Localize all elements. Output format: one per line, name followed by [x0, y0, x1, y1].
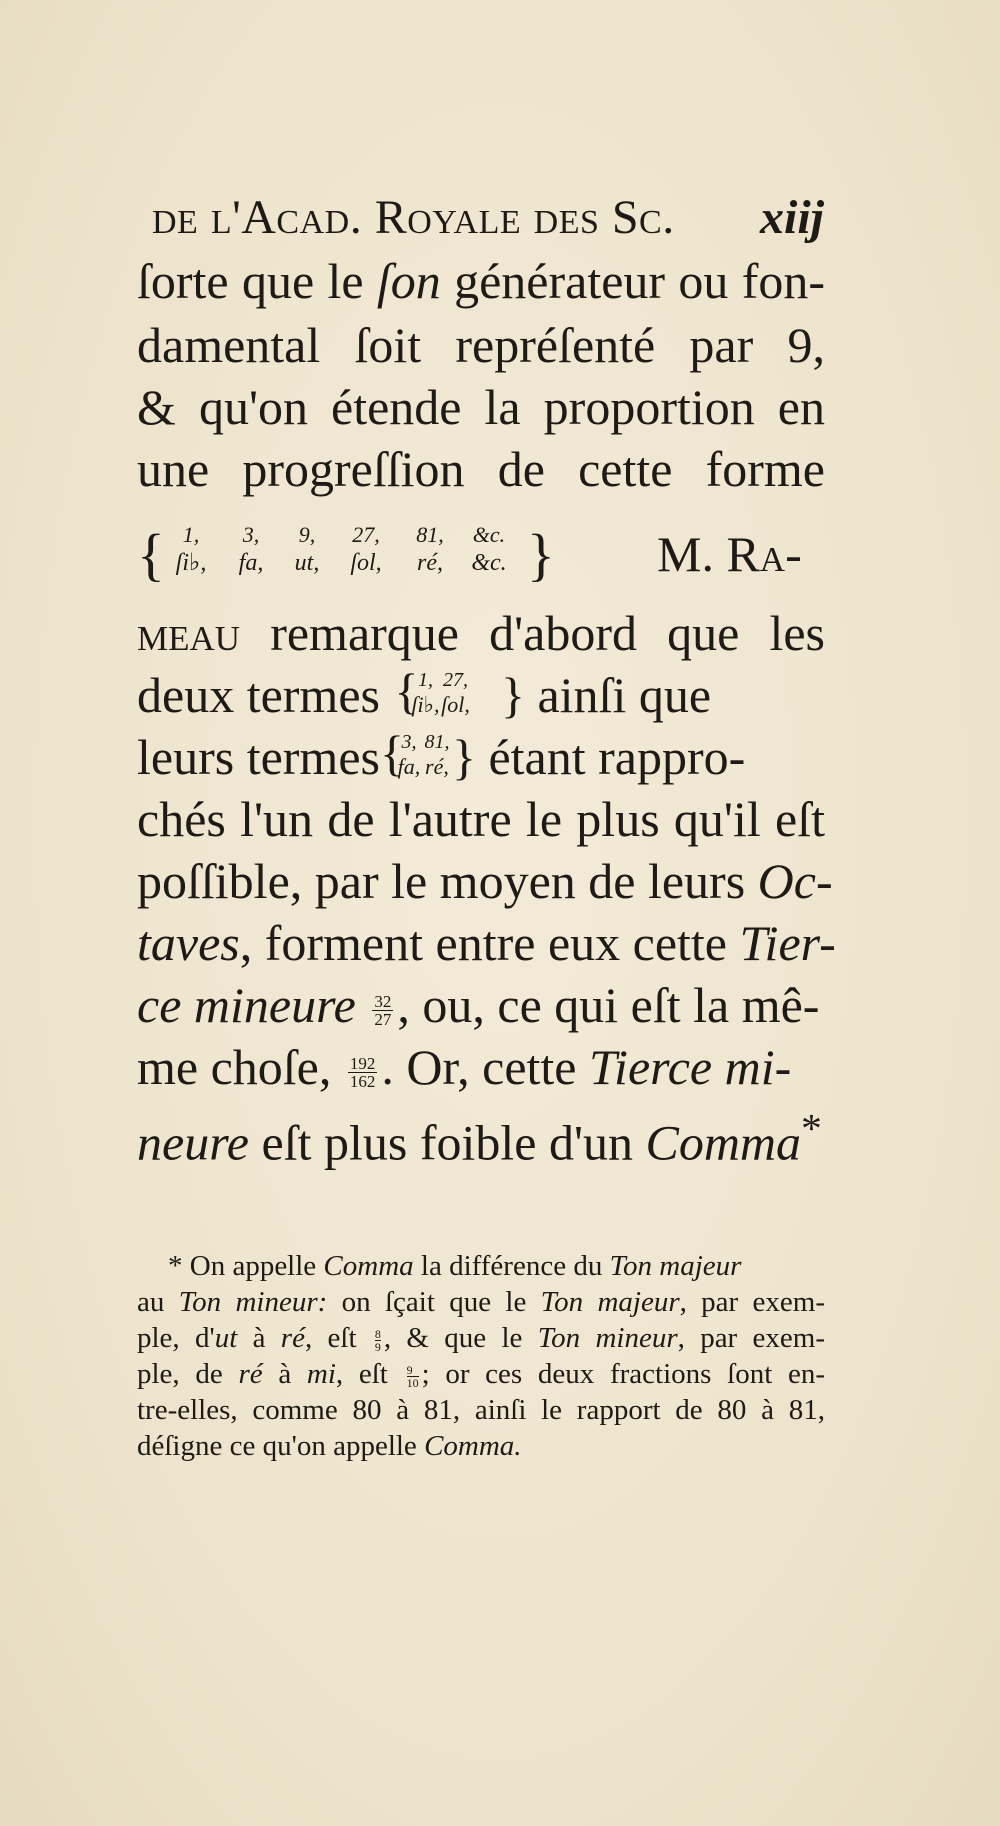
text-line: ce mineure $\frac{32}{27}$ , ou, ce qui eſt la mê- — [137, 977, 820, 1033]
text-run: générateur ou fon- — [440, 253, 826, 309]
italic-text: Ton mineur: — [178, 1286, 328, 1318]
text-line: deux termes { 1, ſi♭, 27, ſol, } ainſi que — [137, 664, 825, 726]
fraction: $\frac{192}{162}$ — [349, 1054, 376, 1092]
text-line: chés l'un de l'autre le plus qu'il eſt — [137, 791, 825, 847]
italic-text: Comma — [323, 1250, 414, 1282]
text-run: , par exem- — [677, 1322, 825, 1354]
text-run: , & que le — [383, 1322, 538, 1354]
italic-text: Ton majeur — [609, 1250, 742, 1282]
text-line — [137, 438, 825, 500]
italic-text: ut — [214, 1322, 238, 1354]
text-run: ple, de — [137, 1358, 239, 1390]
footnote-marker: * — [801, 1106, 822, 1152]
text-run: au — [137, 1286, 179, 1318]
italic-text: ſon — [376, 253, 441, 309]
text-run: ple, d' — [137, 1322, 215, 1354]
italic-text: Comma. — [424, 1430, 522, 1462]
italic-text: Ton majeur — [540, 1286, 680, 1318]
text-line — [137, 376, 825, 438]
text-run: damental ſoit repréſenté par 9, — [137, 317, 825, 373]
text-line: poſſible, par le moyen de leurs Oc- — [137, 853, 833, 909]
italic-text: Ton mineur — [537, 1322, 678, 1354]
text-run: , eſt — [335, 1358, 404, 1390]
text-run: ſorte que le — [137, 253, 377, 309]
term-pair: { 1, ſi♭, 27, ſol, — [394, 663, 470, 719]
running-title: de l'Acad. Royale des Sc. — [152, 191, 675, 244]
sequence-term: 27, ſol, — [350, 522, 382, 576]
text-run: * On appelle — [168, 1250, 324, 1282]
footnote-line — [137, 1428, 825, 1464]
text-run: , par exem- — [679, 1286, 825, 1318]
text-line: leurs termes { 3, fa, 81, ré, } étant rappro- — [137, 726, 825, 788]
page-number: xiij — [759, 191, 824, 244]
text-run: , eſt — [304, 1322, 372, 1354]
sequence-term: 1, ſi♭, — [175, 522, 207, 576]
footnote-line — [137, 1392, 825, 1428]
term-pair: { 3, fa, 81, ré, — [379, 725, 450, 781]
text-run: & qu'on étende la proportion en — [137, 379, 825, 435]
text-line: taves, forment entre eux cette Tier- — [137, 915, 836, 971]
close-brace: } — [527, 522, 555, 587]
open-brace: { — [137, 522, 165, 587]
italic-text: mi — [306, 1358, 336, 1390]
text-run: à — [237, 1322, 281, 1354]
text-line — [137, 250, 825, 312]
text-run: ; or ces deux fractions ſont en- — [421, 1358, 825, 1390]
text-run: une progreſſion de cette forme — [137, 441, 825, 497]
text-run: tre-elles, comme 80 à 81, ainſi le rapport de 80 à 81, — [137, 1394, 825, 1426]
fraction: $\frac{32}{27}$ — [374, 992, 392, 1030]
text-line: meau remarque d'abord que les — [137, 605, 825, 661]
text-run: à — [262, 1358, 307, 1390]
fraction: $\frac{8}{9}$ — [374, 1326, 381, 1354]
footnote-line — [137, 1284, 825, 1320]
sequence-term: 3, fa, — [238, 522, 264, 576]
progression-sequence — [137, 518, 825, 598]
sequence-term: 9, ut, — [294, 522, 320, 576]
sequence-term: 81, ré, — [416, 522, 444, 576]
italic-text: ré — [280, 1322, 305, 1354]
page-header — [152, 188, 824, 248]
sequence-term: &c. &c. — [471, 522, 507, 576]
text-line — [137, 314, 825, 376]
fraction: $\frac{9}{10}$ — [406, 1362, 419, 1390]
text-run: la différence du — [413, 1250, 610, 1282]
footnote-line — [137, 1356, 825, 1392]
text-run: on ſçait que le — [327, 1286, 541, 1318]
italic-text: ré — [238, 1358, 263, 1390]
footnote-line — [168, 1248, 825, 1284]
text-line: me choſe, $\frac{192}{162}$ . Or, cette Tierce mi- — [137, 1039, 792, 1095]
footnote-line — [137, 1320, 825, 1356]
text-run: déſigne ce qu'on appelle — [137, 1430, 425, 1462]
text-line: neure eſt plus foible d'un Comma* — [137, 1106, 822, 1171]
author-name: M. Ra- — [657, 526, 802, 582]
author-name-continued: meau — [137, 605, 241, 661]
